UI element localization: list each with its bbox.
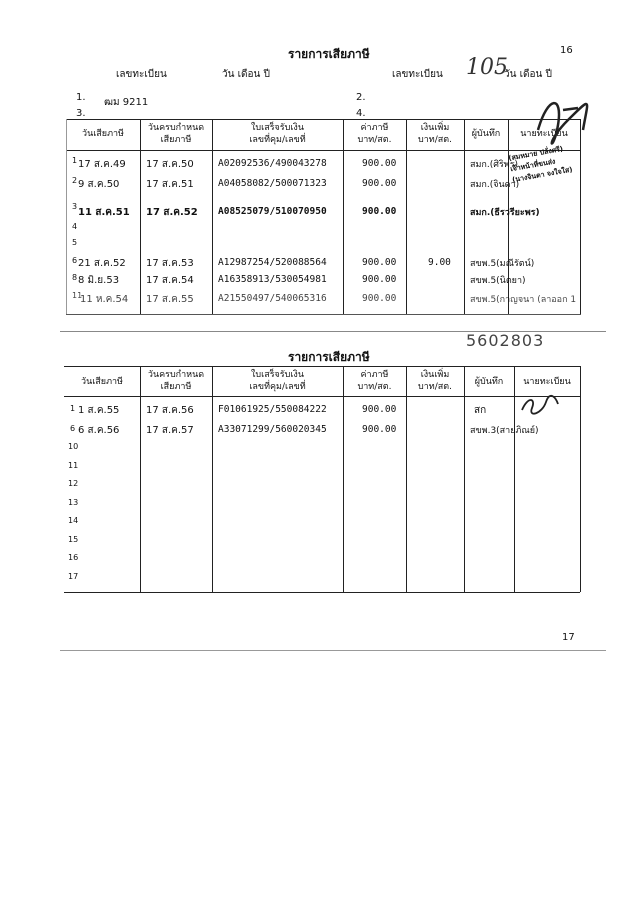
- due-date: 17 ส.ค.54: [146, 275, 194, 286]
- reg-row-number: 3.: [76, 108, 86, 119]
- due-date: 17 ส.ค.51: [146, 179, 194, 190]
- recorder: สขพ.5(กาญจนา (ลาออก 1: [470, 295, 577, 305]
- column-header: เงินเพิ่ม บาท/สต.: [418, 370, 452, 392]
- due-date: 17 ส.ค.57: [146, 425, 194, 436]
- due-date: 17 ส.ค.56: [146, 405, 194, 416]
- page-number-bottom: 17: [562, 632, 575, 643]
- receipt-number: A02092536/490043278: [218, 158, 327, 169]
- tax-amount: 900.00: [362, 206, 397, 217]
- receipt-number: A12987254/520088564: [218, 257, 327, 268]
- column-header: นายทะเบียน: [520, 129, 568, 139]
- section-2-title: รายการเสียภาษี: [288, 350, 370, 364]
- column-header: ค่าภาษี บาท/สต.: [357, 123, 392, 145]
- extra-amount: 9.00: [428, 257, 451, 268]
- receipt-number: A33071299/560020345: [218, 424, 327, 435]
- tax-amount: 900.00: [362, 424, 397, 435]
- tax-amount: 900.00: [362, 274, 397, 285]
- row-number: 17: [68, 571, 79, 581]
- page-number-top: 16: [560, 45, 573, 56]
- receipt-number: A04058082/500071323: [218, 178, 327, 189]
- row-number: 11: [68, 460, 79, 470]
- due-date: 17 ส.ค.50: [146, 159, 194, 170]
- row-number: 12: [68, 479, 79, 488]
- row-number: 10: [68, 442, 79, 451]
- registration-plate: ฒม 9211: [104, 97, 149, 108]
- due-date: 17 ส.ค.52: [146, 207, 198, 218]
- column-header: ใบเสร็จรับเงิน เลขที่คุม/เลขที่: [249, 370, 306, 392]
- registration-label-right: เลขทะเบียน: [392, 69, 443, 80]
- recorder: สขพ.5(มณีรัตน์): [470, 259, 535, 269]
- receipt-number: A21550497/540065316: [218, 293, 327, 304]
- due-date: 17 ส.ค.55: [146, 294, 194, 305]
- column-header: วันครบกำหนด เสียภาษี: [147, 123, 205, 145]
- handwritten-number: 105: [466, 55, 508, 80]
- paid-date: 1 ส.ค.55: [78, 405, 120, 416]
- reg-row-number: 1.: [76, 92, 86, 103]
- row-number: 13: [68, 497, 79, 507]
- tax-amount: 900.00: [362, 257, 397, 268]
- signature-scribble: [528, 90, 598, 150]
- recorder: สมก.(ธีรวรียะพร): [470, 208, 540, 218]
- paid-date: 17 ส.ค.49: [78, 159, 126, 170]
- section-1-title: รายการเสียภาษี: [288, 47, 370, 61]
- reg-row-number: 2.: [356, 92, 366, 103]
- stamp-number: 5602803: [466, 331, 545, 350]
- tax-amount: 900.00: [362, 293, 397, 304]
- receipt-number: F01061925/550084222: [218, 404, 327, 415]
- recorder: สก: [474, 405, 487, 416]
- paid-date: 9 ส.ค.50: [78, 179, 120, 190]
- tax-amount: 900.00: [362, 404, 397, 415]
- date-label-right: วัน เดือน ปี: [504, 69, 552, 80]
- registrar-stamp: (สมหมาย ปลั่งศรี) เจ้าหน้าที่ขนส่ง (นางจินตา จงใจใส): [507, 144, 574, 185]
- recorder: สขพ.5(นิตยา): [470, 276, 526, 286]
- date-label-left: วัน เดือน ปี: [222, 69, 270, 80]
- paid-date: 11 ส.ค.51: [78, 207, 130, 218]
- paid-date: 6 ส.ค.56: [78, 425, 120, 436]
- recorder: สมก.(จินดา): [470, 180, 520, 190]
- row-number: 16: [68, 553, 79, 562]
- column-header: ค่าภาษี บาท/สต.: [357, 370, 392, 392]
- column-header: ผู้บันทึก: [474, 377, 504, 387]
- registration-label-left: เลขทะเบียน: [116, 69, 167, 80]
- column-header: นายทะเบียน: [523, 377, 571, 387]
- column-header: วันครบกำหนด เสียภาษี: [147, 370, 205, 392]
- recorder: สมก.(ศิริพร): [470, 160, 519, 170]
- reg-row-number: 4.: [356, 108, 366, 119]
- receipt-number: A08525079/510070950: [218, 206, 327, 217]
- row-number: 14: [68, 516, 79, 525]
- registrar-initials-scribble: [518, 394, 562, 418]
- column-header: เงินเพิ่ม บาท/สต.: [418, 123, 452, 145]
- column-header: ผู้บันทึก: [471, 129, 501, 139]
- column-header: ใบเสร็จรับเงิน เลขที่คุม/เลขที่: [249, 123, 306, 145]
- recorder: สขพ.3(สายภิณย์): [470, 426, 539, 436]
- row-number: 15: [68, 534, 79, 544]
- paid-date: 21 ส.ค.52: [78, 258, 126, 269]
- tax-amount: 900.00: [362, 178, 397, 189]
- due-date: 17 ส.ค.53: [146, 258, 194, 269]
- paid-date: 11 ห.ค.54: [80, 294, 129, 305]
- column-header: วันเสียภาษี: [81, 377, 123, 387]
- paid-date: 8 มิ.ย.53: [78, 275, 120, 286]
- row-number: 4: [72, 222, 78, 231]
- tax-amount: 900.00: [362, 158, 397, 169]
- row-number: 5: [72, 238, 78, 247]
- column-header: วันเสียภาษี: [82, 129, 124, 139]
- receipt-number: A16358913/530054981: [218, 274, 327, 285]
